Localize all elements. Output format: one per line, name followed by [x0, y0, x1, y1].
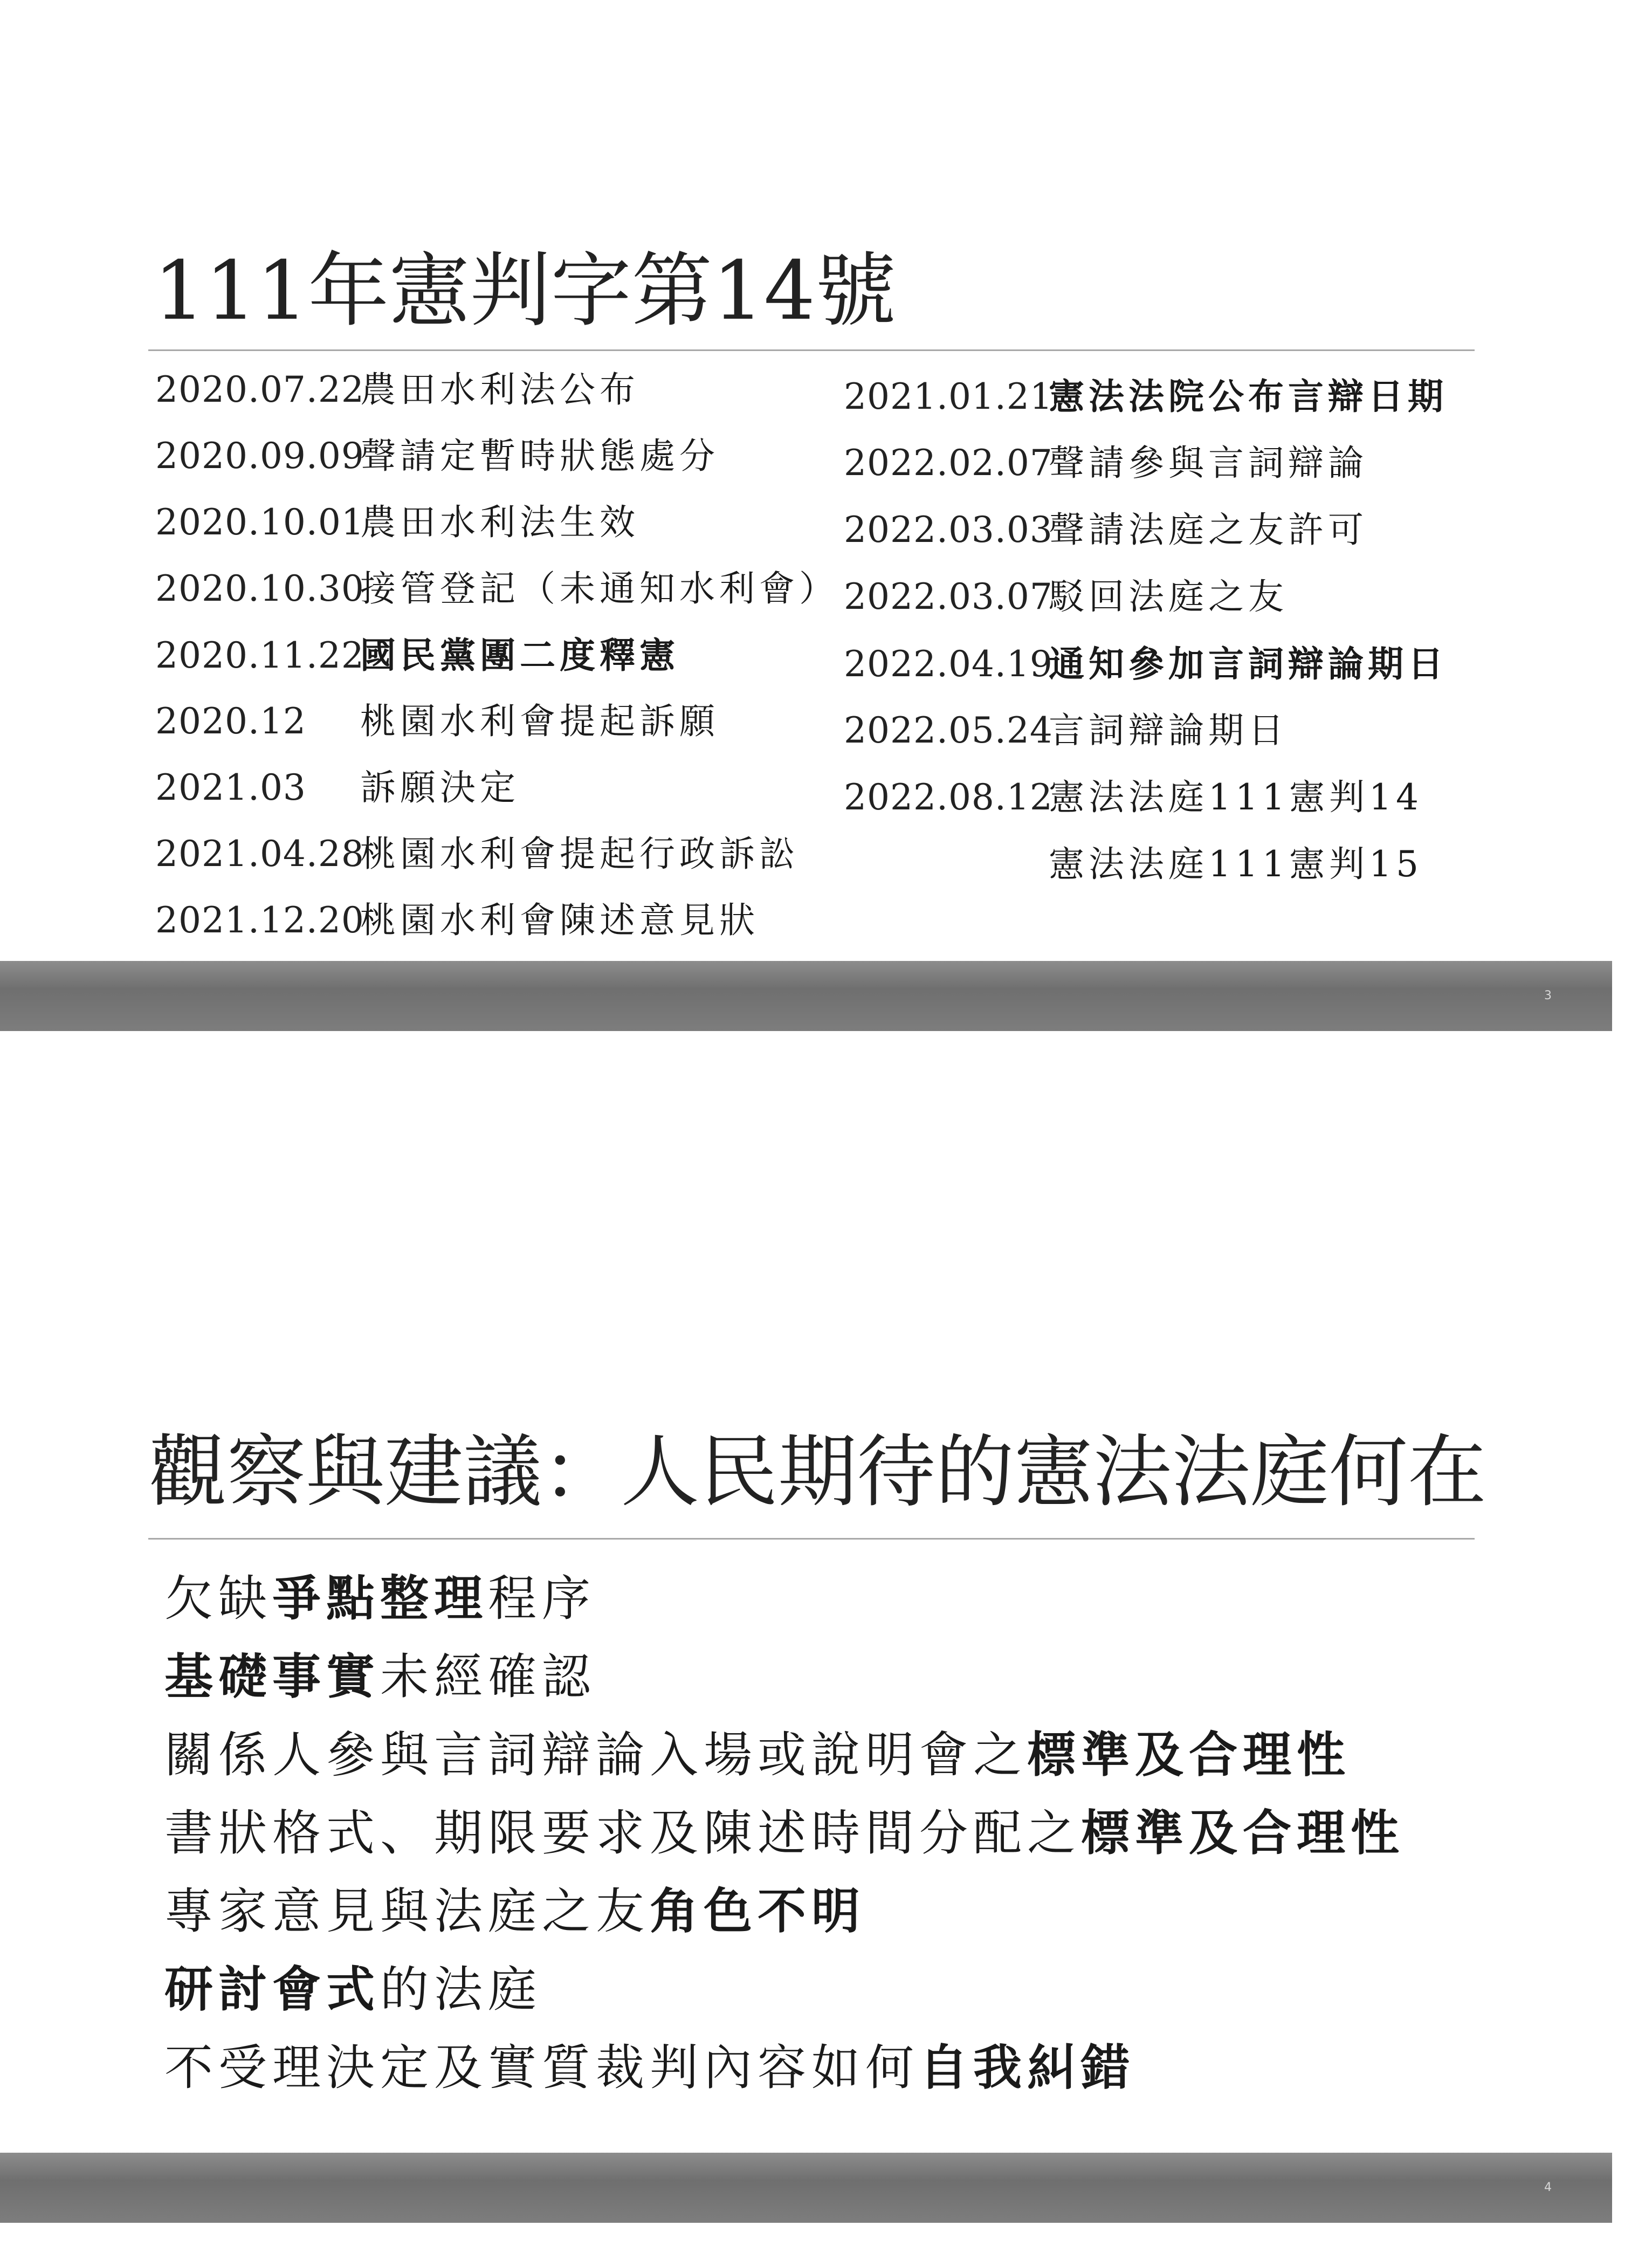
event-text: 言詞辯論期日	[1049, 710, 1288, 751]
event-text: 通知參加言詞辯論期日	[1049, 643, 1448, 685]
timeline-item	[155, 830, 839, 896]
body-text: 程序	[488, 1570, 596, 1627]
observation-item	[164, 1567, 1405, 1645]
body-text: 專家意見與法庭之友	[164, 1883, 650, 1940]
timeline-item	[155, 366, 839, 432]
body-text: 不受理決定及實質裁判內容如何	[164, 2039, 919, 2096]
body-text: 關係人參與言詞辯論入場或說明會之	[164, 1727, 1027, 1783]
timeline-item	[844, 506, 1448, 573]
observation-item	[164, 1723, 1405, 1801]
event-date: 2022.03.07	[844, 576, 1053, 617]
timeline-item	[155, 896, 839, 963]
emphasis-text: 研討會式	[164, 1961, 380, 2018]
event-text: 桃園水利會提起訴願	[360, 700, 719, 742]
title-divider	[148, 1538, 1475, 1540]
footer-bar	[0, 2153, 1612, 2223]
timeline-item	[155, 631, 839, 697]
timeline-item	[155, 432, 839, 498]
event-text: 接管登記（未通知水利會）	[360, 568, 839, 609]
emphasis-text: 標準及合理性	[1081, 1805, 1405, 1862]
event-text: 農田水利法公布	[360, 369, 639, 410]
event-date: 2022.02.07	[844, 442, 1053, 484]
event-text: 憲法法院公布言辯日期	[1049, 375, 1448, 417]
timeline-item	[844, 773, 1448, 840]
event-text: 聲請參與言詞辯論	[1049, 442, 1368, 484]
event-date: 2021.12.20	[155, 899, 364, 941]
emphasis-text: 自我糾錯	[919, 2039, 1135, 2096]
timeline-item	[844, 372, 1448, 439]
slide-title: 觀察與建議：人民期待的憲法法庭何在	[148, 1426, 1486, 1518]
observation-item	[164, 1879, 1405, 1957]
event-text: 憲法法庭111憲判15	[1049, 843, 1423, 885]
timeline-item	[844, 640, 1448, 706]
event-date: 2021.04.28	[155, 833, 364, 875]
timeline-item	[155, 565, 839, 631]
event-text: 國民黨團二度釋憲	[360, 634, 679, 676]
body-text: 的法庭	[380, 1961, 542, 2018]
timeline-item	[844, 439, 1448, 506]
event-text: 聲請定暫時狀態處分	[360, 435, 719, 477]
footer-bar	[0, 961, 1612, 1031]
slide-3	[0, 0, 1652, 1025]
timeline-item	[155, 697, 839, 764]
event-date: 2020.12	[155, 700, 306, 742]
event-text: 桃園水利會陳述意見狀	[360, 899, 759, 941]
title-divider	[148, 349, 1475, 351]
slide-title: 111年憲判字第14號	[154, 244, 897, 338]
observation-item	[164, 1801, 1405, 1879]
emphasis-text: 爭點整理	[272, 1570, 488, 1627]
emphasis-text: 角色不明	[650, 1883, 865, 1940]
event-date: 2020.07.22	[155, 369, 364, 410]
observation-item	[164, 2036, 1405, 2114]
event-date: 2020.10.30	[155, 568, 364, 609]
event-date: 2021.01.21	[844, 376, 1053, 417]
timeline-item	[155, 498, 839, 565]
event-date: 2020.11.22	[155, 635, 364, 676]
body-text: 書狀格式、期限要求及陳述時間分配之	[164, 1805, 1081, 1862]
timeline-item	[844, 706, 1448, 773]
event-date: 2022.03.03	[844, 509, 1053, 551]
event-date: 2021.03	[155, 767, 306, 808]
event-date: 2020.10.01	[155, 502, 364, 543]
event-date: 2022.08.12	[844, 777, 1053, 818]
page-number: 3	[1544, 989, 1552, 1002]
event-date: 2022.04.19	[844, 643, 1053, 685]
timeline-item	[844, 573, 1448, 640]
observation-item	[164, 1645, 1405, 1723]
timeline-left	[155, 366, 839, 963]
timeline-item	[844, 840, 1448, 907]
timeline-item	[155, 764, 839, 830]
event-text: 聲請法庭之友許可	[1049, 509, 1368, 551]
event-text: 憲法法庭111憲判14	[1049, 777, 1423, 818]
event-date: 2022.05.24	[844, 710, 1053, 751]
event-text: 訴願決定	[360, 767, 520, 808]
event-text: 農田水利法生效	[360, 502, 639, 543]
emphasis-text: 基礎事實	[164, 1648, 380, 1705]
event-date: 2020.09.09	[155, 435, 364, 477]
slide-4	[0, 1079, 1652, 2253]
body-text: 未經確認	[380, 1648, 596, 1705]
body-text: 欠缺	[164, 1570, 272, 1627]
page-number: 4	[1544, 2181, 1552, 2194]
event-text: 駁回法庭之友	[1049, 576, 1288, 617]
event-text: 桃園水利會提起行政訴訟	[360, 833, 799, 875]
timeline-right	[844, 372, 1448, 907]
observation-item	[164, 1957, 1405, 2036]
emphasis-text: 標準及合理性	[1027, 1727, 1351, 1783]
observation-list	[164, 1567, 1405, 2114]
